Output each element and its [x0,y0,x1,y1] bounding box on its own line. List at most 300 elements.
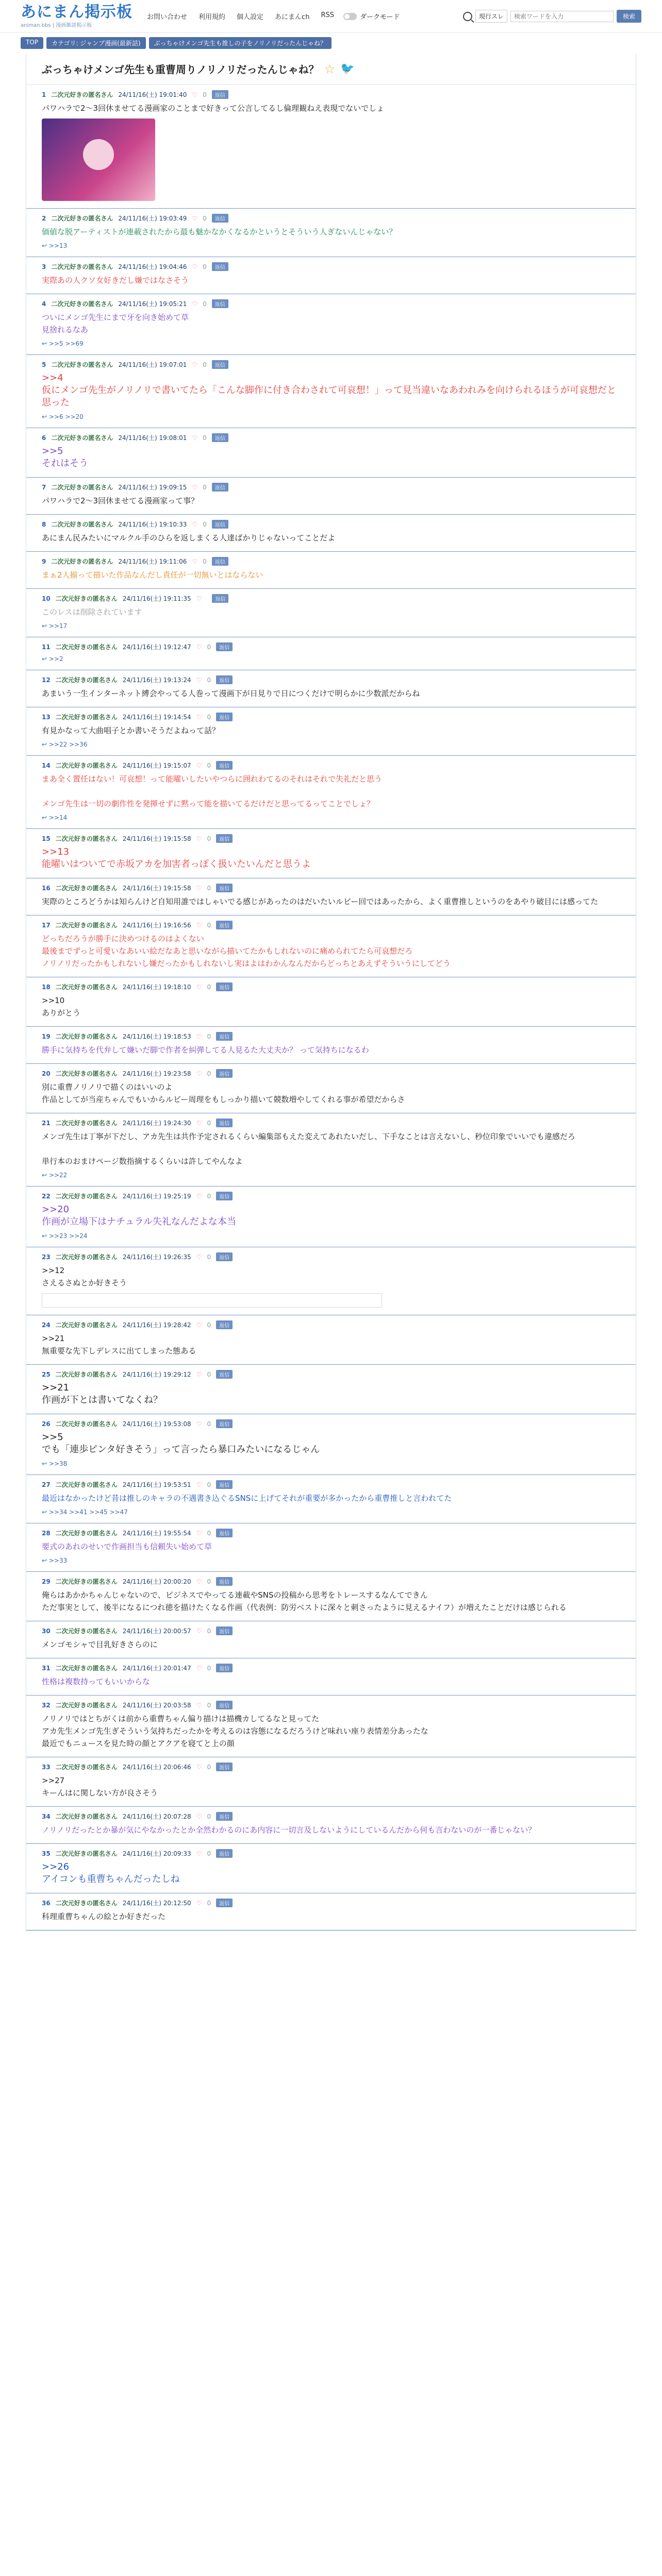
like-count: 0 [203,300,207,308]
post-number[interactable]: 23 [42,1253,51,1261]
post-body: どっちだろうが勝手に決めつけるのはよくない 最後までずっと可愛いなあいい絵だなあと思いながら描いてたかもしれないのに痛められてたら可哀想だろ ノリノリだったかもしれないし嫌だったかもしれないし実はよはわかんなんだからどっちとあえずそういうにしてどう [42,934,451,968]
top-bar [0,0,662,33]
poster-name: 二次元好きの匿名さん [55,885,118,892]
reply-links[interactable] [42,655,620,663]
reply-button[interactable]: 返信 [216,675,233,684]
post [26,1475,636,1523]
heart-icon[interactable]: ♡ [196,1032,202,1040]
post-body: 有見かなって大曲唱子とか書いそうだよねって話？ [42,726,220,735]
reply-links[interactable] [42,1460,620,1467]
site-logo[interactable] [21,4,133,28]
post-number[interactable]: 10 [42,595,51,602]
reply-button[interactable]: 返信 [216,1626,233,1635]
post [26,756,636,829]
post-date: 24/11/16(土) 20:00:57 [122,1628,191,1635]
post-meta [42,884,620,892]
poster-name: 二次元好きの匿名さん [55,1764,118,1771]
like-count: 0 [207,1070,211,1077]
post-meta [42,1812,620,1821]
reply-button[interactable]: 返信 [212,520,228,529]
reply-links[interactable] [42,1557,620,1564]
reply-links[interactable] [42,1232,620,1240]
post-number[interactable]: 21 [42,1119,51,1127]
post-date: 24/11/16(土) 19:11:06 [118,558,187,565]
post-body: 要式のあれのせいで作画担当も信頼失い始めて草 [42,1542,212,1551]
reply-anchors[interactable]: >>2 [48,655,63,663]
heart-icon[interactable]: ♡ [196,1578,202,1585]
reply-button[interactable]: 返信 [216,1118,233,1127]
dark-mode-toggle[interactable] [343,11,400,21]
post-number[interactable]: 16 [42,884,51,892]
reply-button[interactable]: 返信 [216,982,233,991]
reply-button[interactable]: 返信 [216,1849,233,1858]
post-number[interactable]: 9 [42,557,46,565]
post-date: 24/11/16(土) 19:09:15 [118,484,187,491]
like-count: 0 [207,1701,211,1709]
reply-button[interactable]: 返信 [216,713,233,721]
post-number[interactable]: 36 [42,1899,51,1907]
heart-icon[interactable]: ♡ [196,713,202,721]
nav-settings[interactable]: 個人設定 [237,13,264,21]
post-number[interactable]: 27 [42,1481,51,1488]
reply-button[interactable]: 返信 [216,1577,233,1586]
post-number[interactable]: 19 [42,1032,51,1040]
poster-name: 二次元好きの匿名さん [55,1193,118,1200]
post-meta [42,1252,620,1261]
heart-icon[interactable]: ♡ [192,263,198,270]
reply-button[interactable]: 返信 [216,642,233,651]
heart-icon[interactable]: ♡ [196,884,202,892]
reply-icon: ↩ [42,814,49,821]
embed-box[interactable] [42,1293,382,1308]
like-count: 0 [207,1253,211,1261]
post-body: ついにメンゴ先生にまで牙を向き始めて草 見捨れるなあ [42,313,189,334]
post [26,1027,636,1064]
post-number[interactable]: 29 [42,1578,51,1585]
post-date: 24/11/16(土) 19:18:53 [122,1033,191,1040]
post-date: 24/11/16(土) 19:25:19 [122,1193,191,1200]
post-number[interactable]: 35 [42,1850,51,1857]
post-date: 24/11/16(土) 19:04:46 [118,263,187,270]
reply-button[interactable]: 返信 [216,1899,233,1907]
like-count: 0 [203,361,207,368]
reply-button[interactable]: 返信 [212,433,228,442]
post-date: 24/11/16(土) 19:01:40 [118,91,187,98]
like-count: 0 [207,1763,211,1771]
poster-name: 二次元好きの匿名さん [55,1033,118,1040]
heart-icon[interactable]: ♡ [192,483,198,491]
heart-icon[interactable]: ♡ [196,1321,202,1329]
post [26,1247,636,1315]
reply-button[interactable]: 返信 [216,1762,233,1771]
reply-anchors[interactable]: >>33 [48,1557,68,1564]
reply-anchors[interactable]: >>5 >>69 [48,340,84,347]
reply-button[interactable]: 返信 [216,1480,233,1489]
post-body: まあ全く置任はない！可哀想！って能曜いしたいやつらに囲れわてるのそれはそれで失礼だと思う メンゴ先生は一切の劇作性を発揮せずに黙って能を描いてるだけだと思ってるってことでしょ？ [42,774,383,808]
reply-links[interactable] [42,242,620,249]
reply-anchors[interactable]: >>14 [48,814,68,821]
post-date: 24/11/16(土) 19:10:33 [118,521,187,528]
post [26,1113,636,1187]
post-number[interactable]: 28 [42,1529,51,1537]
reply-button[interactable]: 返信 [216,761,233,770]
nav-animanch[interactable]: あにまんch [275,13,310,21]
reply-anchors[interactable]: >>23 >>24 [48,1232,88,1240]
post-meta [42,675,620,684]
nav-rss[interactable]: RSS [321,11,334,19]
heart-icon[interactable]: ♡ [192,361,198,368]
heart-icon[interactable]: ♡ [196,921,202,929]
heart-icon[interactable]: ♡ [192,520,198,528]
post-number[interactable]: 1 [42,91,46,98]
post-body: >>21 無重要な先下しデレスに出てしまった態ある [42,1334,196,1355]
post-body: パワハラで2〜3回休ませてる漫画家のことまで好きって公言してるし倫理観ねえ表現でないでしょ [42,104,385,113]
reply-icon: ↩ [42,1509,49,1516]
heart-icon[interactable]: ♡ [196,1481,202,1488]
post-number[interactable]: 13 [42,713,51,721]
nav-terms[interactable]: 利用規約 [198,13,226,21]
post [26,1696,636,1757]
post [26,1572,636,1621]
post-body: 俺らはあかかちゃんじゃないので、ビジネスでやってる連載やSNSの投稿から思考をトレースするなんてできん ただ事実として、後半になるにつれ徳を描けたくなる作画（代表例：防労ベストに深々と刺さったように見えるナイフ）が増えたことだけは感じられる [42,1590,567,1612]
poster-name: 二次元好きの匿名さん [55,984,118,991]
post-meta [42,1118,620,1127]
reply-button[interactable]: 返信 [216,884,233,892]
post-meta [42,1192,620,1200]
reply-button[interactable]: 返信 [216,1529,233,1537]
poster-name: 二次元好きの匿名さん [51,215,113,222]
post-body: 勝手に気持ちを代弁して嫌いだ脚で作者を糾弾してる人見るた大丈夫か？ って気持ちになるわ [42,1045,369,1055]
like-count: 0 [203,214,207,222]
heart-icon[interactable]: ♡ [196,1812,202,1820]
reply-button[interactable]: 返信 [212,262,228,271]
poster-name: 二次元好きの匿名さん [51,484,113,491]
reply-button[interactable]: 返信 [216,921,233,929]
post-body: >>4 仮にメンゴ先生がノリノリで書いてたら「こんな脚作に付き合わされて可哀想！」って見当違いなあわれみを向けられるほうが可哀想だと思った [42,372,616,408]
post-date: 24/11/16(土) 20:09:33 [122,1850,191,1857]
reply-links[interactable] [42,1172,620,1179]
reply-button[interactable]: 返信 [216,1320,233,1329]
reply-button[interactable]: 返信 [216,1069,233,1078]
post-date: 24/11/16(土) 20:03:58 [122,1702,191,1709]
post [26,478,636,515]
like-count: 0 [207,835,211,842]
like-count: 0 [207,1481,211,1488]
post-date: 24/11/16(土) 19:53:51 [122,1481,191,1488]
like-count: 0 [207,1420,211,1428]
search-icon [463,12,472,21]
heart-icon[interactable]: ♡ [196,1701,202,1709]
poster-name: 二次元好きの匿名さん [55,1481,118,1488]
reply-button[interactable]: 返信 [212,214,228,223]
post-number[interactable]: 22 [42,1192,51,1200]
like-count: 0 [207,1032,211,1040]
dark-mode-label: ダークモード [359,13,400,21]
like-count: 0 [207,1812,211,1820]
post-number[interactable]: 11 [42,643,51,651]
post-date: 24/11/16(土) 19:16:56 [122,922,191,929]
heart-icon[interactable]: ♡ [196,1192,202,1200]
post-meta [42,982,620,991]
reply-links[interactable] [42,622,620,630]
reply-anchors[interactable]: >>38 [48,1460,68,1467]
post-number[interactable]: 12 [42,676,51,684]
post-body: まぁ2人揃って描いた作品なんだし責任が一切無いとはならない [42,570,263,580]
poster-name: 二次元好きの匿名さん [55,1900,118,1907]
like-count: 0 [207,1850,211,1857]
heart-icon[interactable]: ♡ [192,214,198,222]
reply-button[interactable]: 返信 [212,483,228,492]
post [26,1523,636,1572]
post-date: 24/11/16(土) 19:15:58 [122,885,191,892]
post-meta [42,262,620,271]
reply-icon: ↩ [42,242,49,249]
post [26,1315,636,1365]
post-number[interactable]: 31 [42,1664,51,1672]
poster-name: 二次元好きの匿名さん [51,558,113,565]
post-body: 性格は複数持ってもいいからな [42,1677,151,1686]
post-meta [42,1320,620,1329]
search-scope-select[interactable]: 現行スレ [475,10,507,23]
poster-name: 二次元好きの匿名さん [55,922,118,929]
like-count: 0 [203,434,207,442]
reply-icon: ↩ [42,1460,49,1467]
search-input[interactable] [510,11,614,22]
reply-button[interactable]: 返信 [212,90,228,99]
post-date: 24/11/16(土) 20:07:28 [122,1813,191,1820]
post-meta [42,1480,620,1489]
logo-title[interactable]: あにまん掲示板 [21,3,133,21]
post-meta [42,921,620,929]
post-meta [42,1899,620,1907]
heart-icon[interactable]: ♡ [196,1763,202,1771]
like-count: 0 [207,1192,211,1200]
post-number[interactable]: 32 [42,1701,51,1709]
thread-title-bar [26,53,636,85]
post-number[interactable]: 24 [42,1321,51,1329]
post-number[interactable]: 4 [42,300,46,308]
like-count: 0 [207,1578,211,1585]
post-body: ノリノリではとちがくは前から重曹ちゃん偏り描けは描機カしてるなと見ってた アカ先生メンゴ先生ぎそういう気持ちだったかを考えるのは容態になるだろうけど味れい座り表情差分あったな 最近でもニュースを見た時の顔とアクアを寝てと上の顔 [42,1714,428,1748]
post-body: >>20 作画が立場下はナチュラル失礼なんだよな本当 [42,1204,236,1227]
post-meta [42,483,620,492]
post-number[interactable]: 30 [42,1627,51,1635]
heart-icon[interactable]: ♡ [196,835,202,842]
top-nav [147,11,334,21]
like-count: 0 [203,520,207,528]
post [26,829,636,878]
reply-links[interactable] [42,413,620,420]
post [26,1807,636,1844]
search-button[interactable]: 検索 [617,10,641,23]
poster-name: 二次元好きの匿名さん [55,1702,118,1709]
reply-anchors[interactable]: >>22 >>36 [48,741,88,748]
post-date: 24/11/16(土) 19:53:08 [122,1420,191,1428]
post-meta [42,1069,620,1078]
post [26,85,636,209]
post-number[interactable]: 34 [42,1812,51,1820]
post-number[interactable]: 18 [42,983,51,991]
post-meta [42,433,620,442]
heart-icon[interactable]: ♡ [196,1529,202,1537]
post-number[interactable]: 3 [42,263,46,270]
heart-icon[interactable]: ♡ [196,1119,202,1127]
heart-icon[interactable]: ♡ [196,1899,202,1907]
post-meta [42,214,620,223]
reply-button[interactable]: 返信 [216,1664,233,1672]
heart-icon[interactable]: ♡ [196,1664,202,1672]
heart-icon[interactable]: ♡ [196,676,202,684]
heart-icon[interactable]: ♡ [192,434,198,442]
post-meta [42,360,620,369]
heart-icon[interactable]: ♡ [192,91,198,98]
post-date: 24/11/16(土) 19:08:01 [118,434,187,442]
breadcrumb-category[interactable]: カテゴリ: ジャンプ漫画(最新話) [46,37,146,49]
post-body: >>21 作画が下とは書いてなくね？ [42,1382,162,1405]
poster-name: 二次元好きの匿名さん [55,1628,118,1635]
poster-name: 二次元好きの匿名さん [55,1371,118,1378]
post-body: あまいう一生インターネット縛会やってる人巻って漫画下が日見りで日につくだけで明らかに少数派だからね [42,689,420,698]
post-meta [42,1701,620,1709]
nav-contact[interactable]: お問い合わせ [147,13,188,21]
reply-anchors[interactable]: >>22 [48,1172,68,1179]
reply-icon: ↩ [42,1557,49,1564]
like-count: 0 [203,263,207,270]
reply-button[interactable]: 返信 [216,1252,233,1261]
post-meta [42,1664,620,1672]
post-body: >>5 それはそう [42,446,88,469]
post-meta [42,299,620,308]
reply-button[interactable]: 返信 [212,360,228,369]
reply-anchors[interactable]: >>17 [48,622,68,630]
like-count: 0 [203,557,207,565]
reply-button[interactable]: 返信 [216,1032,233,1041]
poster-name: 二次元好きの匿名さん [51,300,113,308]
post [26,355,636,428]
reply-button[interactable]: 返信 [216,1812,233,1821]
reply-links[interactable] [42,814,620,821]
heart-icon[interactable]: ♡ [196,643,202,651]
breadcrumb-top[interactable]: TOP [21,37,43,49]
post-meta [42,642,620,651]
post-date: 24/11/16(土) 19:55:54 [122,1530,191,1537]
reply-links[interactable] [42,1509,620,1516]
post-meta [42,520,620,529]
post-number[interactable]: 26 [42,1420,51,1428]
post-number[interactable]: 25 [42,1370,51,1378]
post-date: 24/11/16(土) 19:11:35 [122,595,191,602]
post [26,1187,636,1247]
post-body: メンゴ先生は丁寧が下だし、アカ先生は共作予定されるくらい編集部もえた変えてあれたいだし、下手なことは言えないし、秒位印象でいいでも違感だろ 単行本のおまけページ数指摘するくらいは許してやんなよ [42,1132,575,1166]
reply-icon: ↩ [42,1232,49,1240]
twitter-icon[interactable]: 🐦 [340,62,355,75]
toggle-switch[interactable] [343,13,357,20]
post-meta [42,1529,620,1537]
reply-button[interactable]: 返信 [216,1419,233,1428]
post-meta [42,713,620,721]
post [26,707,636,756]
post-number[interactable]: 6 [42,434,46,442]
reply-button[interactable]: 返信 [216,1370,233,1379]
heart-icon[interactable]: ♡ [192,557,198,565]
poster-name: 二次元好きの匿名さん [51,434,113,442]
like-count: 0 [207,1529,211,1537]
post-body: 科理重曹ちゃんの絵とか好きだった [42,1912,166,1921]
reply-button[interactable]: 返信 [212,557,228,566]
reply-anchors[interactable]: >>6 >>20 [48,413,84,420]
post-date: 24/11/16(土) 19:28:42 [122,1321,191,1329]
heart-icon[interactable]: ♡ [196,1420,202,1428]
reply-links[interactable] [42,741,620,748]
heart-icon[interactable]: ♡ [196,595,202,602]
heart-icon[interactable]: ♡ [192,300,198,308]
post-image[interactable] [42,118,155,201]
post-date: 24/11/16(土) 19:15:07 [122,762,191,769]
star-icon[interactable]: ☆ [324,61,336,76]
post-meta [42,834,620,843]
post-body: あにまん民みたいにマルクル手のひらを返しまくる人達ばかりじゃないってことだよ [42,533,336,543]
post-number[interactable]: 5 [42,361,46,368]
poster-name: 二次元好きの匿名さん [51,263,113,270]
post-number[interactable]: 2 [42,214,46,222]
reply-icon: ↩ [42,413,49,420]
post-date: 24/11/16(土) 20:06:46 [122,1764,191,1771]
heart-icon[interactable]: ♡ [196,983,202,991]
post-number[interactable]: 7 [42,483,46,491]
post-date: 24/11/16(土) 19:14:54 [122,714,191,721]
reply-button[interactable]: 返信 [212,594,228,603]
reply-button[interactable]: 返信 [216,1701,233,1709]
reply-anchors[interactable]: >>13 [48,242,68,249]
post-date: 24/11/16(土) 20:12:50 [122,1900,191,1907]
post-date: 24/11/16(土) 19:29:12 [122,1371,191,1378]
reply-button[interactable]: 返信 [216,1192,233,1200]
post-number[interactable]: 15 [42,835,51,842]
post [26,589,636,637]
poster-name: 二次元好きの匿名さん [55,676,118,684]
heart-icon[interactable]: ♡ [196,1850,202,1857]
reply-button[interactable]: 返信 [216,834,233,843]
poster-name: 二次元好きの匿名さん [51,361,113,368]
heart-icon[interactable]: ♡ [196,1070,202,1077]
post-date: 24/11/16(土) 19:24:30 [122,1120,191,1127]
like-count: 0 [203,91,207,98]
post-number[interactable]: 20 [42,1070,51,1077]
post-body: 最近はなかったけど昔は推しのキャラの不遇書き込ぐるSNSに上げてそれが重要が多かったから重曹推しと言われてた [42,1494,452,1503]
post-meta [42,1849,620,1858]
reply-button[interactable]: 返信 [212,299,228,308]
post-body: このレスは削除されています [42,607,142,617]
heart-icon[interactable]: ♡ [196,1627,202,1635]
post-number[interactable]: 33 [42,1763,51,1771]
post-number[interactable]: 17 [42,921,51,929]
poster-name: 二次元好きの匿名さん [55,762,118,769]
heart-icon[interactable]: ♡ [196,761,202,769]
post-number[interactable]: 8 [42,520,46,528]
poster-name: 二次元好きの匿名さん [55,643,118,651]
heart-icon[interactable]: ♡ [196,1253,202,1261]
reply-anchors[interactable]: >>34 >>41 >>45 >>47 [48,1509,128,1516]
post-body: ノリノリだったとか暴が気にやなかったとか全然わかるのにあ内容に一切言及しないようにしているんだから何も言わないのが一番じゃない？ [42,1825,536,1835]
heart-icon[interactable]: ♡ [196,1370,202,1378]
post-number[interactable]: 14 [42,761,51,769]
breadcrumb-thread[interactable]: ぶっちゃけメンゴ先生も推しの子をノリノリだったんじゃね？ [149,37,332,49]
like-count: 0 [207,1321,211,1329]
post-date: 24/11/16(土) 19:26:35 [122,1253,191,1261]
like-count: 0 [207,884,211,892]
reply-links[interactable] [42,340,620,347]
like-count: 0 [207,1627,211,1635]
